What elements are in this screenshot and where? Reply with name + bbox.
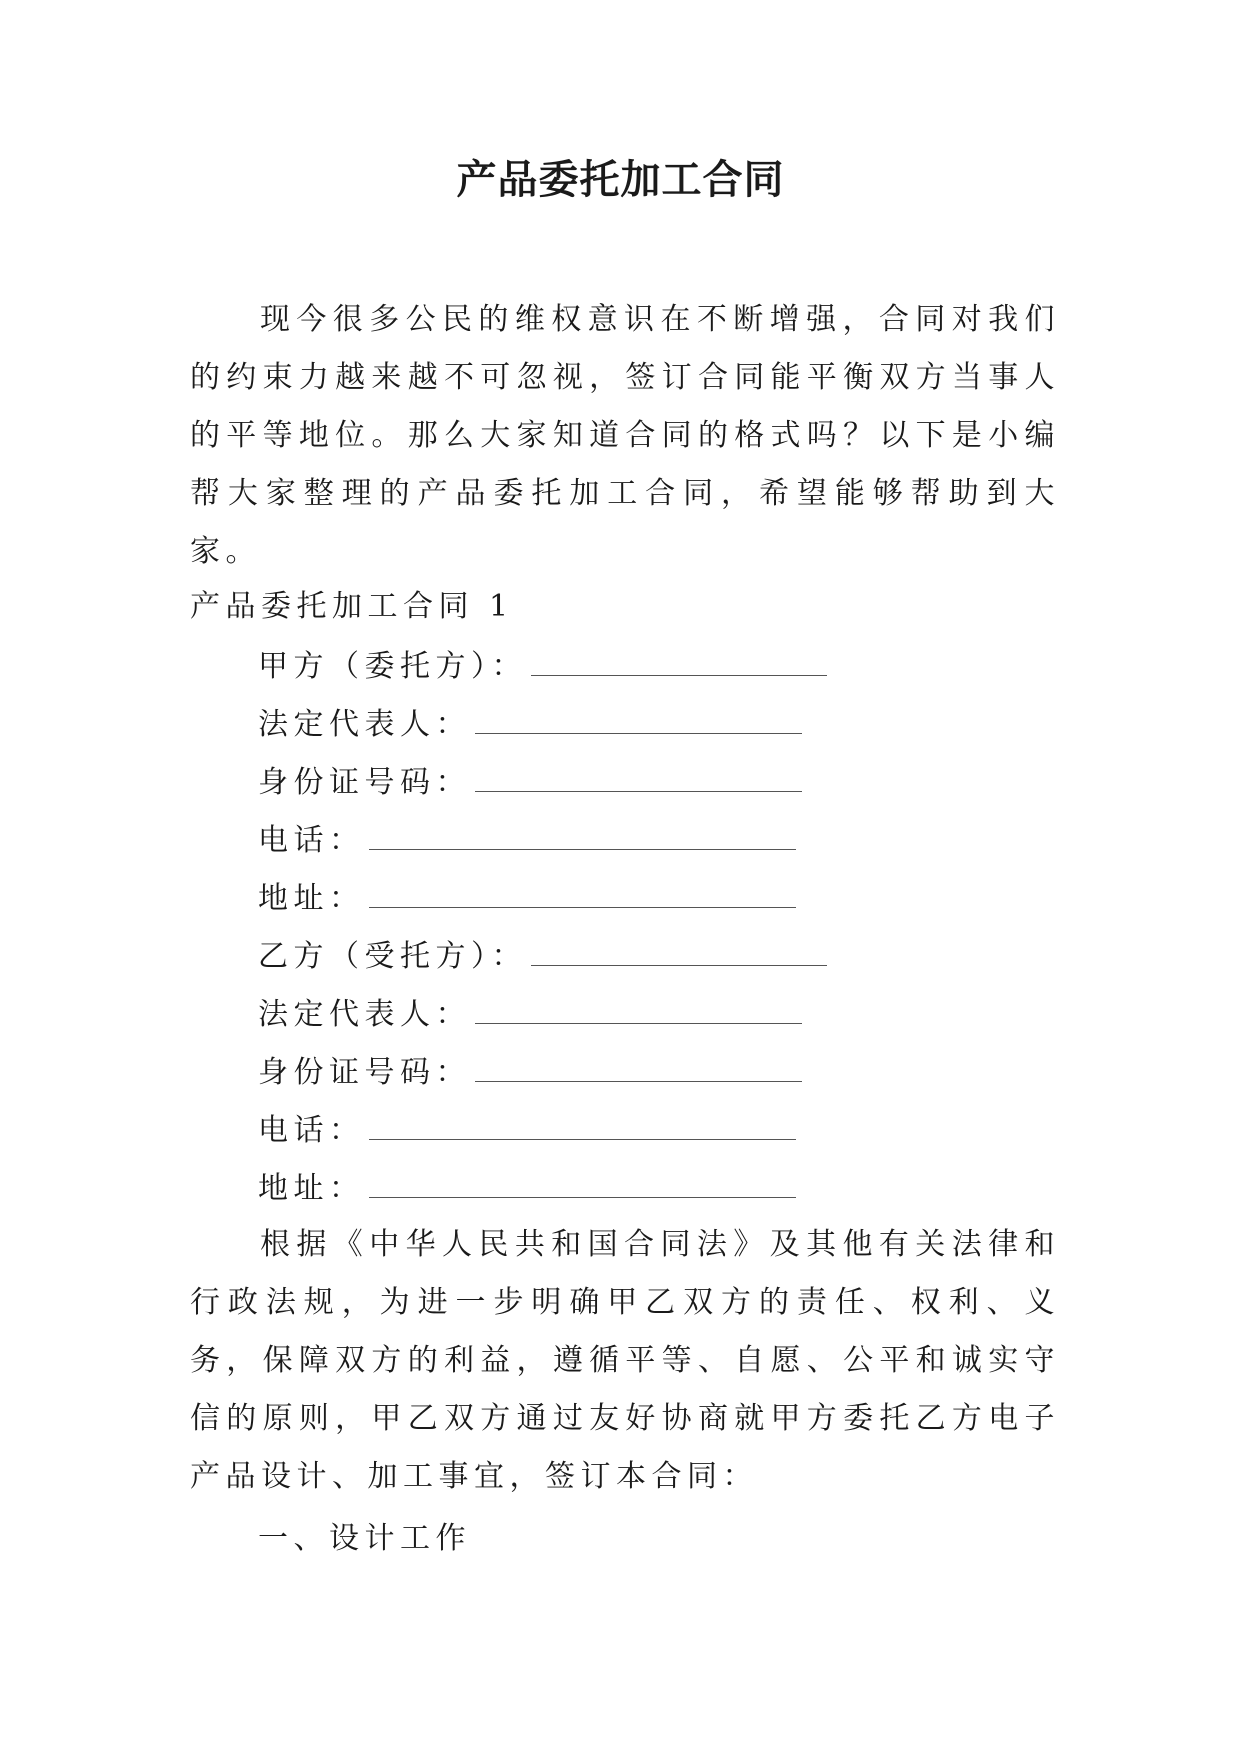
party-b-address-blank[interactable] — [369, 1167, 796, 1198]
contract-body-paragraph: 根据《中华人民共和国合同法》及其他有关法律和行政法规，为进一步明确甲乙双方的责任、权利、义务，保障双方的利益，遵循平等、自愿、公平和诚实守信的原则，甲乙双方通过友好协商就甲方委托乙方电子产品设计、加工事宜，签订本合同： — [190, 1227, 1060, 1494]
party-b-phone-field — [258, 1109, 796, 1151]
party-a-id-label: 身份证号码： — [258, 765, 471, 800]
party-b-rep-label: 法定代表人： — [258, 997, 471, 1032]
party-b-id-blank[interactable] — [475, 1051, 802, 1082]
party-a-rep-blank[interactable] — [475, 703, 802, 734]
party-a-address-blank[interactable] — [369, 877, 796, 908]
party-a-rep-field — [258, 703, 802, 745]
document-title: 产品委托加工合同 — [456, 156, 785, 203]
contract-subtitle: 产品委托加工合同 1 — [190, 589, 514, 624]
party-b-rep-blank[interactable] — [475, 993, 802, 1024]
party-b-label: 乙方（受托方）： — [258, 939, 527, 974]
party-a-id-field — [258, 761, 802, 803]
party-a-label: 甲方（委托方）： — [258, 649, 527, 684]
section-heading-design-work: 一、设计工作 — [258, 1521, 471, 1556]
party-b-id-field — [258, 1051, 802, 1093]
party-a-phone-field — [258, 819, 796, 861]
party-a-id-blank[interactable] — [475, 761, 802, 792]
party-b-address-label: 地址： — [258, 1171, 365, 1206]
party-a-phone-blank[interactable] — [369, 819, 796, 850]
intro-paragraph: 现今很多公民的维权意识在不断增强，合同对我们的约束力越来越不可忽视，签订合同能平衡双方当事人的平等地位。那么大家知道合同的格式吗？以下是小编帮大家整理的产品委托加工合同，希望能够帮助到大家。 — [190, 302, 1060, 569]
party-a-address-field — [258, 877, 796, 919]
party-a-address-label: 地址： — [258, 881, 365, 916]
party-a-phone-label: 电话： — [258, 823, 365, 858]
party-b-id-label: 身份证号码： — [258, 1055, 471, 1090]
party-a-blank[interactable] — [531, 645, 827, 676]
party-b-field — [258, 935, 827, 977]
party-b-rep-field — [258, 993, 802, 1035]
party-b-blank[interactable] — [531, 935, 827, 966]
party-b-phone-label: 电话： — [258, 1113, 365, 1148]
party-b-phone-blank[interactable] — [369, 1109, 796, 1140]
party-a-rep-label: 法定代表人： — [258, 707, 471, 742]
party-b-address-field — [258, 1167, 796, 1209]
party-a-field — [258, 645, 827, 687]
